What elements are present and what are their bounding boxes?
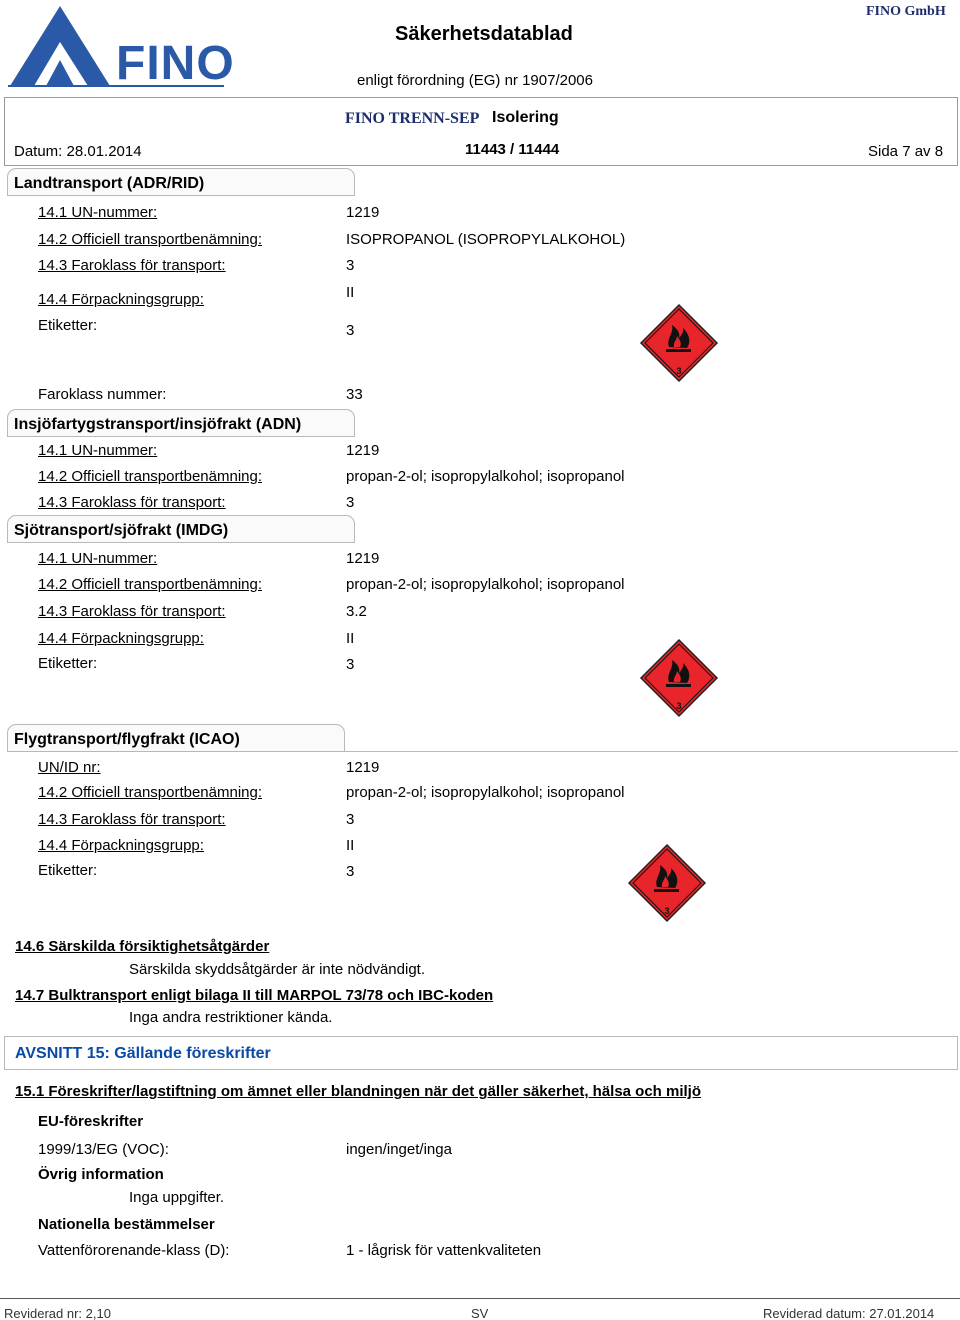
- voc-value: ingen/inget/inga: [346, 1141, 452, 1158]
- imdg-pack-label: 14.4 Förpackningsgrupp:: [38, 630, 204, 647]
- imdg-class-value: 3.2: [346, 603, 367, 620]
- s147-heading: 14.7 Bulktransport enligt bilaga II till MARPOL 73/78 och IBC-koden: [15, 987, 494, 1004]
- section15-subheading: 15.1 Föreskrifter/lagstiftning om ämnet eller blandningen när det gäller säkerhet, hälsa och miljö: [15, 1083, 702, 1100]
- adr-un-label: 14.1 UN-nummer:: [38, 204, 158, 221]
- other-info-heading: Övrig information: [38, 1166, 164, 1183]
- adn-class-label: 14.3 Faroklass för transport:: [38, 494, 226, 511]
- adn-un-label: 14.1 UN-nummer:: [38, 442, 158, 459]
- imdg-pack-value: II: [346, 630, 355, 647]
- document-date: Datum: 28.01.2014: [14, 143, 142, 160]
- water-class-label: Vattenförorenande-klass (D):: [38, 1242, 230, 1259]
- imdg-class-label: 14.3 Faroklass för transport:: [38, 603, 226, 620]
- imdg-un-value: 1219: [346, 550, 380, 567]
- imdg-heading: Sjötransport/sjöfrakt (IMDG): [7, 515, 355, 543]
- icao-labels-value: 3: [346, 863, 355, 880]
- footer-language: SV: [471, 1306, 489, 1320]
- logo-text: FINO: [116, 37, 235, 90]
- article-numbers: 11443 / 11444: [465, 141, 560, 158]
- footer-rule: [0, 1298, 960, 1299]
- adn-heading: Insjöfartygstransport/insjöfrakt (ADN): [7, 409, 355, 437]
- icao-un-value: 1219: [346, 759, 380, 776]
- pictogram-number: 3: [664, 906, 670, 916]
- imdg-name-value: propan-2-ol; isopropylalkohol; isopropanol: [346, 576, 625, 593]
- product-brand: FINO TRENN-SEP: [345, 110, 480, 127]
- flammable-pictogram-icon: [639, 638, 719, 723]
- national-regulations-heading: Nationella bestämmelser: [38, 1216, 215, 1233]
- icao-class-label: 14.3 Faroklass för transport:: [38, 811, 226, 828]
- icao-labels-label: Etiketter:: [38, 862, 98, 879]
- imdg-un-label: 14.1 UN-nummer:: [38, 550, 158, 567]
- adr-heading: Landtransport (ADR/RID): [7, 168, 355, 196]
- product-name: Isolering: [492, 109, 559, 126]
- adr-labels-value: 3: [346, 322, 355, 339]
- adr-class-value: 3: [346, 257, 355, 274]
- icao-heading: Flygtransport/flygfrakt (ICAO): [7, 724, 345, 752]
- other-info-text: Inga uppgifter.: [129, 1189, 225, 1206]
- adn-name-value: propan-2-ol; isopropylalkohol; isopropanol: [346, 468, 625, 485]
- adr-name-label: 14.2 Officiell transportbenämning:: [38, 231, 263, 248]
- icao-name-value: propan-2-ol; isopropylalkohol; isopropanol: [346, 784, 625, 801]
- s147-text: Inga andra restriktioner kända.: [129, 1009, 333, 1026]
- eu-regulations-heading: EU-föreskrifter: [38, 1113, 144, 1130]
- flammable-pictogram-icon: [639, 303, 719, 388]
- icao-pack-label: 14.4 Förpackningsgrupp:: [38, 837, 204, 854]
- footer-revision: Reviderad nr: 2,10: [4, 1306, 111, 1320]
- water-class-value: 1 - lågrisk för vattenkvaliteten: [346, 1242, 542, 1259]
- icao-class-value: 3: [346, 811, 355, 828]
- document-subtitle: enligt förordning (EG) nr 1907/2006: [357, 72, 593, 89]
- company-logo: [4, 2, 235, 90]
- page-number: Sida 7 av 8: [868, 143, 944, 160]
- adr-hazard-no-label: Faroklass nummer:: [38, 386, 167, 403]
- footer-revision-date: Reviderad datum: 27.01.2014: [763, 1306, 935, 1320]
- adn-class-value: 3: [346, 494, 355, 511]
- adr-labels-label: Etiketter:: [38, 317, 98, 334]
- icao-name-label: 14.2 Officiell transportbenämning:: [38, 784, 263, 801]
- adn-un-value: 1219: [346, 442, 380, 459]
- section15-heading: AVSNITT 15: Gällande föreskrifter: [15, 1045, 271, 1062]
- adr-un-value: 1219: [346, 204, 380, 221]
- voc-label: 1999/13/EG (VOC):: [38, 1141, 169, 1158]
- icao-heading-rule: [345, 751, 958, 752]
- imdg-name-label: 14.2 Officiell transportbenämning:: [38, 576, 263, 593]
- s146-heading: 14.6 Särskilda försiktighetsåtgärder: [15, 938, 270, 955]
- s146-text: Särskilda skyddsåtgärder är inte nödvändigt.: [129, 961, 426, 978]
- pictogram-number: 3: [676, 366, 682, 376]
- adn-name-label: 14.2 Officiell transportbenämning:: [38, 468, 263, 485]
- adr-hazard-no-value: 33: [346, 386, 363, 403]
- flammable-pictogram-icon: [627, 843, 707, 928]
- document-title: Säkerhetsdatablad: [395, 23, 573, 45]
- adr-pack-value: II: [346, 284, 355, 301]
- icao-un-label: UN/ID nr:: [38, 759, 101, 776]
- imdg-labels-label: Etiketter:: [38, 655, 98, 672]
- adr-class-label: 14.3 Faroklass för transport:: [38, 257, 226, 274]
- pictogram-number: 3: [676, 701, 682, 711]
- imdg-labels-value: 3: [346, 656, 355, 673]
- adr-pack-label: 14.4 Förpackningsgrupp:: [38, 291, 204, 308]
- icao-pack-value: II: [346, 837, 355, 854]
- company-name: FINO GmbH: [866, 4, 946, 19]
- adr-name-value: ISOPROPANOL (ISOPROPYLALKOHOL): [346, 231, 626, 248]
